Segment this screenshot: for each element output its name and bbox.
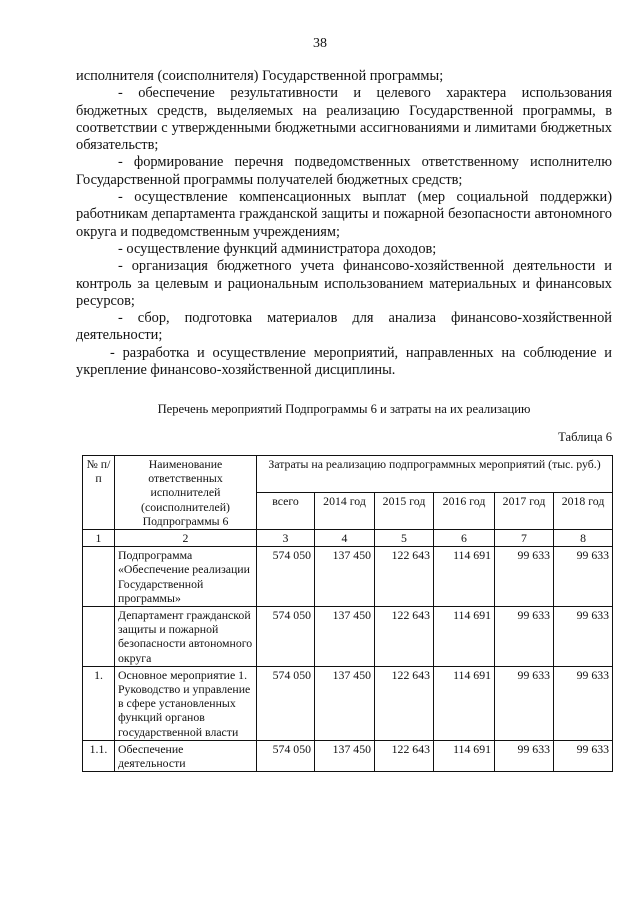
- table-row: [83, 607, 613, 667]
- row-name: Подпрограмма «Обеспечение реализации Государственной программы»: [115, 547, 257, 607]
- paragraph: - формирование перечня подведомственных ответственному исполнителю Государственной программы получателей бюджетных средств;: [76, 154, 612, 188]
- row-value: 114 691: [434, 740, 495, 771]
- row-num: [83, 607, 115, 667]
- row-name: Обеспечение деятельности: [115, 740, 257, 771]
- row-value: 574 050: [257, 740, 315, 771]
- row-value: 122 643: [375, 607, 434, 667]
- row-value: 99 633: [554, 607, 613, 667]
- header-year: 2017 год: [495, 493, 554, 530]
- row-value: 99 633: [495, 740, 554, 771]
- paragraph: исполнителя (соисполнителя) Государственной программы;: [76, 68, 444, 84]
- page-number: 38: [313, 36, 327, 51]
- row-value: 574 050: [257, 547, 315, 607]
- column-number: 2: [115, 530, 257, 547]
- paragraph: - организация бюджетного учета финансово-хозяйственной деятельности и контроль за целевым и рациональным использованием материальных и финансовых ресурсов;: [76, 258, 612, 309]
- body-text: [76, 68, 612, 379]
- row-value: 137 450: [315, 666, 375, 740]
- column-number: 3: [257, 530, 315, 547]
- column-number: 6: [434, 530, 495, 547]
- row-value: 137 450: [315, 740, 375, 771]
- table-row: [83, 547, 613, 607]
- table-header-row: [83, 456, 613, 493]
- column-number: 7: [495, 530, 554, 547]
- row-value: 137 450: [315, 607, 375, 667]
- row-num: 1.: [83, 666, 115, 740]
- row-value: 122 643: [375, 666, 434, 740]
- table-row: [83, 740, 613, 771]
- header-year: 2015 год: [375, 493, 434, 530]
- row-value: 99 633: [554, 666, 613, 740]
- table-label: Таблица 6: [558, 430, 612, 444]
- row-value: 114 691: [434, 666, 495, 740]
- row-value: 122 643: [375, 547, 434, 607]
- row-value: 99 633: [554, 740, 613, 771]
- row-value: 99 633: [554, 547, 613, 607]
- row-value: 114 691: [434, 547, 495, 607]
- header-num: № п/п: [83, 456, 115, 530]
- paragraph: - сбор, подготовка материалов для анализа финансово-хозяйственной деятельности;: [76, 310, 612, 344]
- row-value: 574 050: [257, 666, 315, 740]
- row-value: 99 633: [495, 547, 554, 607]
- header-year: 2014 год: [315, 493, 375, 530]
- paragraph: - осуществление функций администратора доходов;: [118, 240, 437, 257]
- table-row: [83, 666, 613, 740]
- row-value: 574 050: [257, 607, 315, 667]
- paragraph: - осуществление компенсационных выплат (мер социальной поддержки) работникам департамента гражданской защиты и пожарной безопасности автономного округа и подведомственным учреждениям;: [76, 189, 612, 240]
- column-number: 4: [315, 530, 375, 547]
- row-value: 114 691: [434, 607, 495, 667]
- header-costs: Затраты на реализацию подпрограммных мероприятий (тыс. руб.): [257, 456, 613, 493]
- column-number: 5: [375, 530, 434, 547]
- header-year: 2016 год: [434, 493, 495, 530]
- row-value: 99 633: [495, 607, 554, 667]
- column-number: 1: [83, 530, 115, 547]
- paragraph: - разработка и осуществление мероприятий, направленных на соблюдение и укрепление финансово-хозяйственной дисциплины.: [76, 344, 612, 379]
- row-name: Основное мероприятие 1. Руководство и управление в сфере установленных функций органов государственной власти: [115, 666, 257, 740]
- row-value: 137 450: [315, 547, 375, 607]
- paragraph: - обеспечение результативности и целевого характера использования бюджетных средств, выделяемых на реализацию Государственной программы, в соответствии с утвержденными бюджетными ассигнованиями и лимитами бюджетных обязательств;: [76, 85, 612, 154]
- costs-table: [82, 455, 613, 772]
- table-caption: Перечень мероприятий Подпрограммы 6 и затраты на их реализацию: [157, 402, 531, 416]
- column-number: 8: [554, 530, 613, 547]
- row-name: Департамент гражданской защиты и пожарной безопасности автономного округа: [115, 607, 257, 667]
- row-num: 1.1.: [83, 740, 115, 771]
- row-num: [83, 547, 115, 607]
- header-year: 2018 год: [554, 493, 613, 530]
- header-year: всего: [257, 493, 315, 530]
- column-number-row: [83, 530, 613, 547]
- header-name: Наименование ответственных исполнителей (соисполнителей) Подпрограммы 6: [115, 456, 257, 530]
- row-value: 122 643: [375, 740, 434, 771]
- row-value: 99 633: [495, 666, 554, 740]
